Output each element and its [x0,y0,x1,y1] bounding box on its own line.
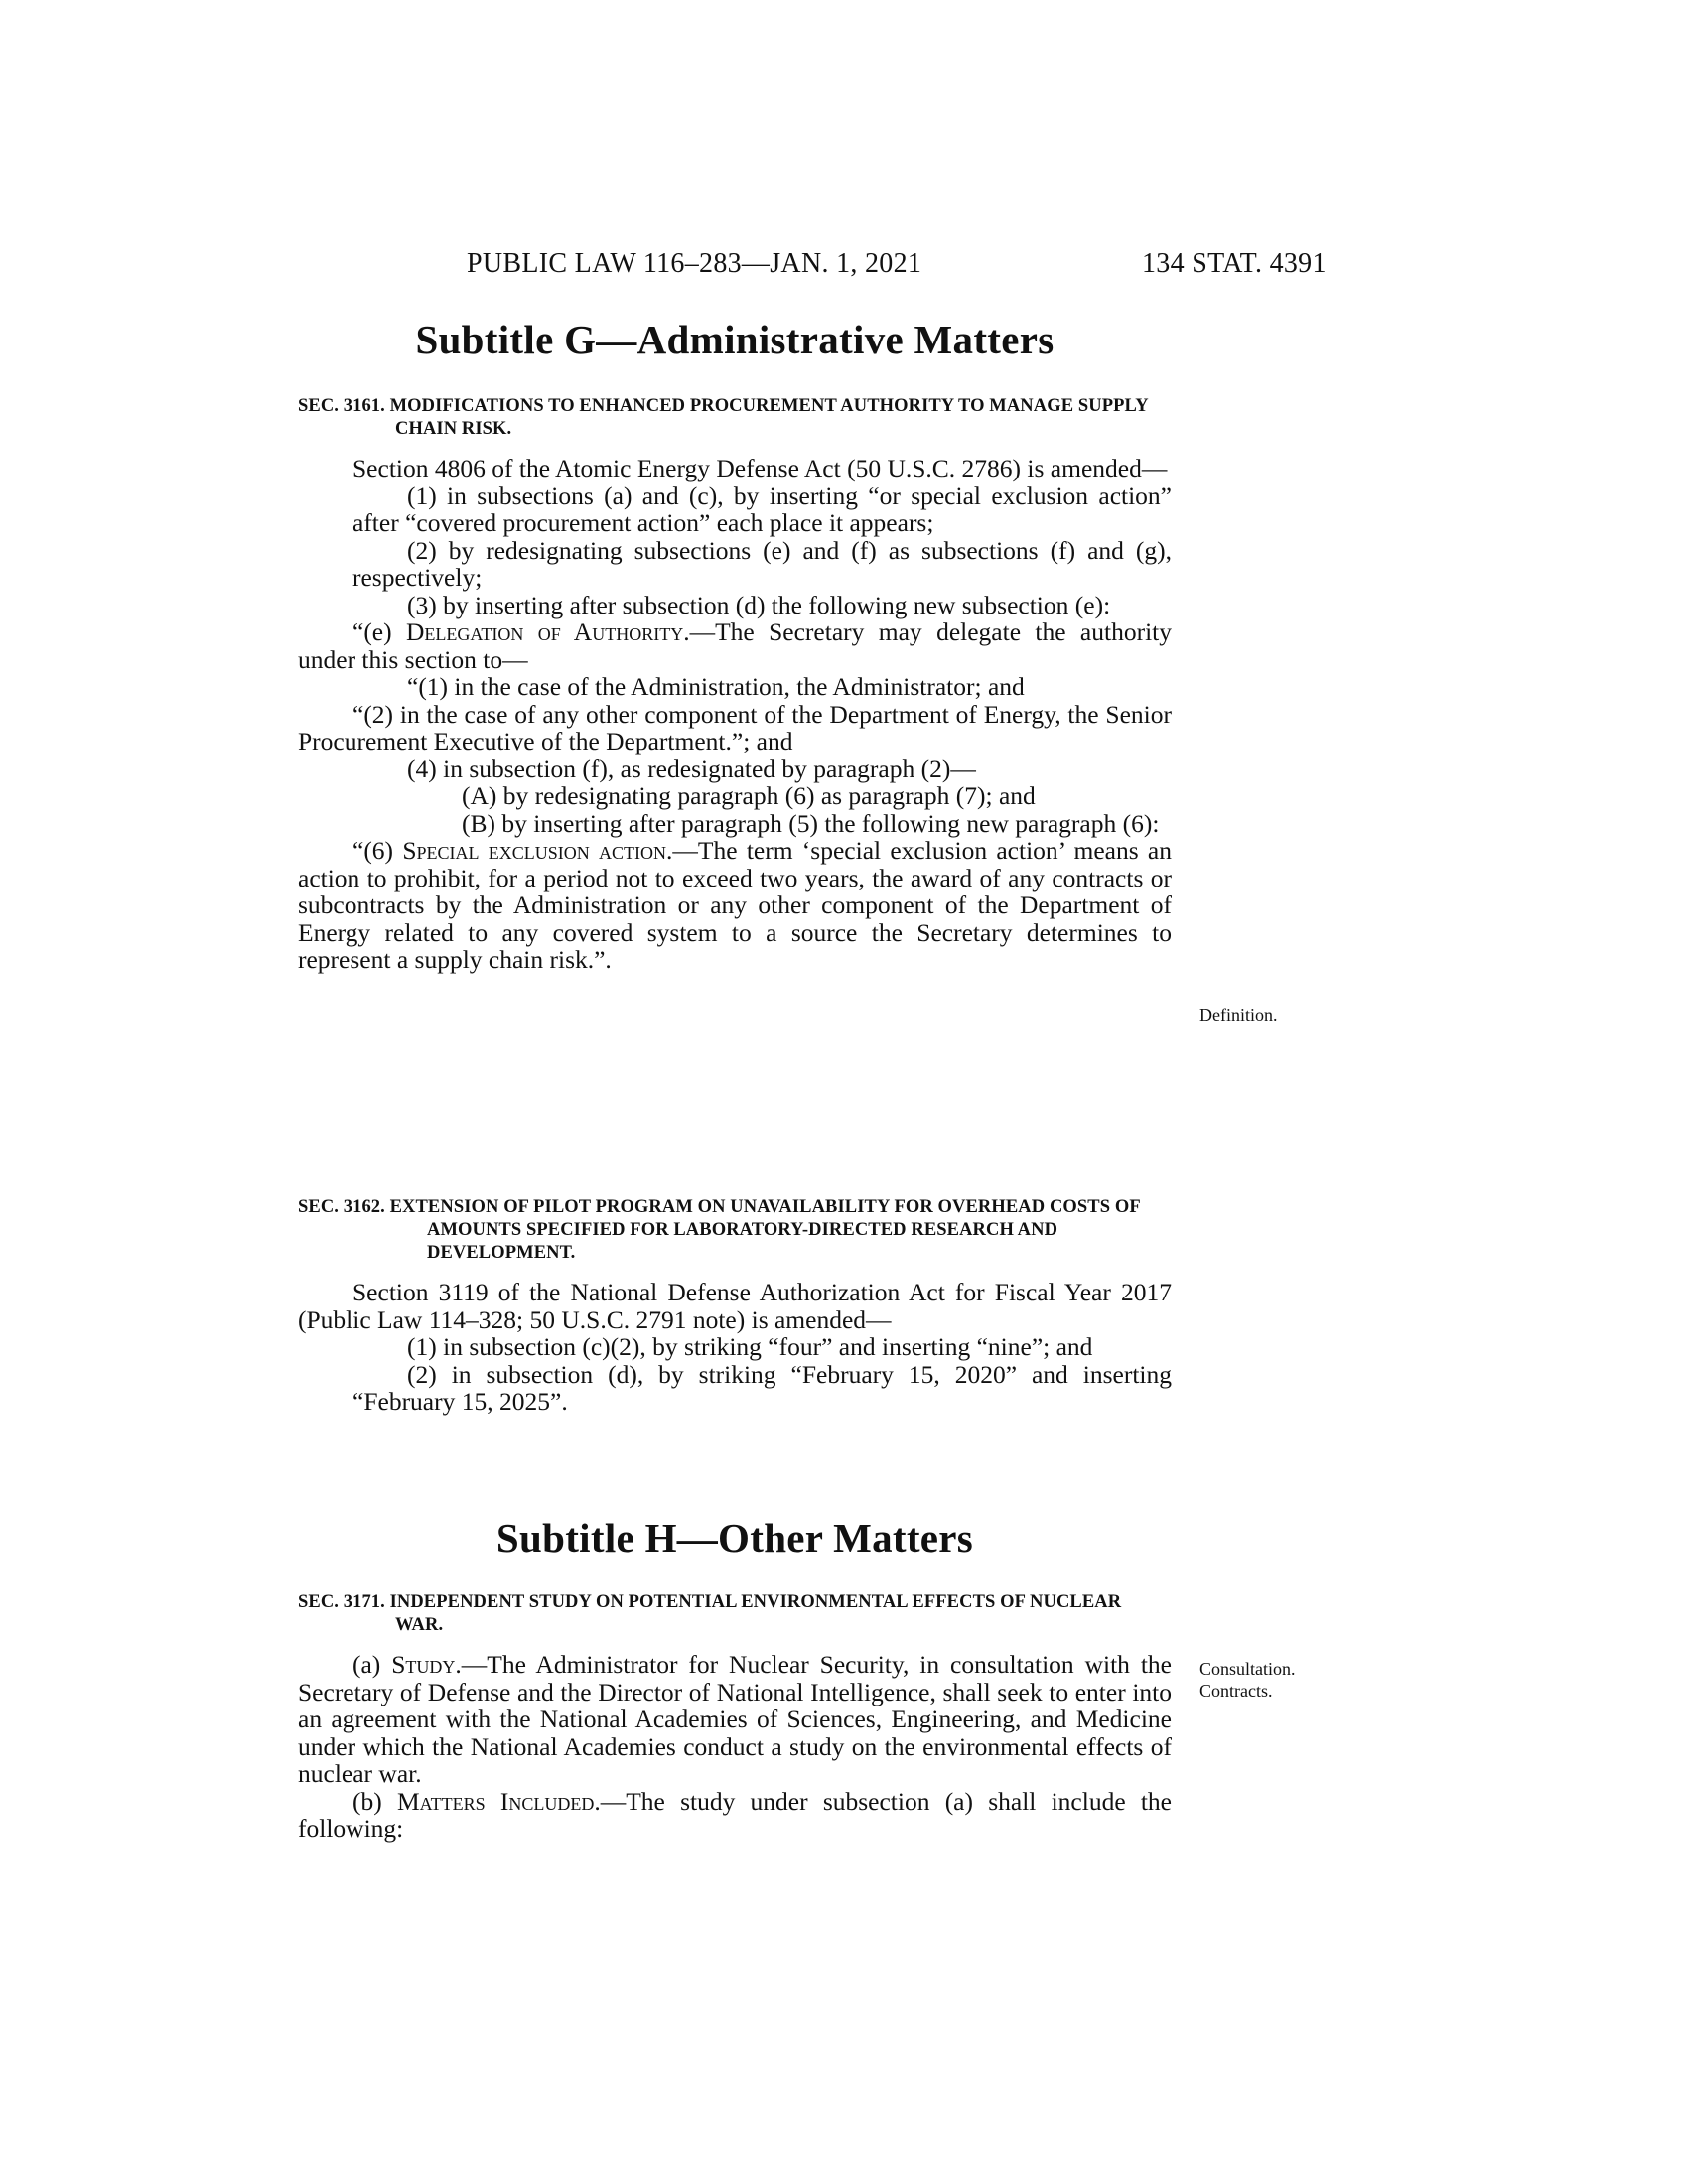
sec-3171-block [298,1591,1172,1843]
sec-3171-heading: SEC. 3171. INDEPENDENT STUDY ON POTENTIAL ENVIRONMENTAL EFFECTS OF NUCLEAR WAR. [298,1592,1122,1635]
sec-3162-item-1: (1) in subsection (c)(2), by striking “four” and inserting “nine”; and [407,1332,1093,1361]
sec-3162-heading: SEC. 3162. EXTENSION OF PILOT PROGRAM ON UNAVAILABILITY FOR OVERHEAD COSTS OF AMOUNTS SPECIFIED FOR LABORATORY-DIRECTED RESEARCH AND DEVELOPMENT. [298,1197,1141,1263]
margin-note-consultation: Consultation. [1199,1659,1296,1679]
sec-3161-subsection-e-2: “(2) in the case of any other component of the Department of Energy, the Senior Procurement Executive of the Department.”; and [298,699,1172,755]
paragraph-6-prefix: “(6) [352,836,403,865]
sec-3162-block [298,1196,1172,1416]
sec-3171-subsection-b [298,1788,1172,1843]
sec-3171-subsection-a [298,1651,1172,1788]
running-head: PUBLIC LAW 116–283—JAN. 1, 2021 [467,248,922,279]
sec-3161-item-4b: (B) by inserting after paragraph (5) the following new paragraph (6): [462,808,1160,838]
sec-3161-heading: SEC. 3161. MODIFICATIONS TO ENHANCED PROCUREMENT AUTHORITY TO MANAGE SUPPLY CHAIN RISK. [298,396,1149,439]
margin-note-contracts: Contracts. [1199,1681,1273,1701]
sec-3161-block [298,395,1172,974]
subsection-a-label: Study [391,1650,456,1679]
sec-3161-item-1: (1) in subsections (a) and (c), by inserting “or special exclusion action” after “covered procurement action” each place it appears; [352,480,1172,537]
sec-3162-intro: Section 3119 of the National Defense Authorization Act for Fiscal Year 2017 (Public Law 114–328; 50 U.S.C. 2791 note) is amended— [298,1278,1172,1334]
sec-3161-subsection-e [298,618,1172,673]
subsection-b-label: Matters Included [396,1786,595,1816]
sec-3161-item-4: (4) in subsection (f), as redesignated by paragraph (2)— [407,753,976,783]
subtitle-g-title: Subtitle G—Administrative Matters [415,317,1055,362]
margin-note-definition: Definition. [1199,1005,1278,1024]
sec-3161-item-2: (2) by redesignating subsections (e) and (f) as subsections (f) and (g), respectively; [352,535,1172,592]
subsection-a-prefix: (a) [352,1650,392,1679]
sec-3161-subsection-e-1: “(1) in the case of the Administration, the Administrator; and [407,672,1025,701]
subsection-e-text: .—The Secretary may delegate the authority under this section to— [298,617,1172,674]
sec-3162-item-2: (2) in subsection (d), by striking “February 15, 2020” and inserting “February 15, 2025”. [352,1359,1172,1416]
sec-3161-paragraph-6 [298,837,1172,974]
subsection-b-prefix: (b) [352,1786,397,1816]
sec-3161-item-4a: (A) by redesignating paragraph (6) as paragraph (7); and [462,781,1036,810]
subtitle-h-block [298,1514,1172,1562]
subsection-e-prefix: “(e) [352,617,407,646]
sec-3161-intro: Section 4806 of the Atomic Energy Defense Act (50 U.S.C. 2786) is amended— [352,454,1168,482]
page-number: 134 STAT. 4391 [1142,248,1327,279]
paragraph-6-text: .—The term ‘special exclusion action’ means an action to prohibit, for a period not to exceed two years, the award of any contracts or subcontracts by the Administration or any other component of the Department of Energy related to any covered system to a source the Secretary determines to represent a supply chain risk.”. [298,836,1172,974]
subsection-b-text: .—The study under subsection (a) shall include the following: [298,1786,1173,1843]
subtitle-g-block [298,316,1172,363]
sec-3161-item-3: (3) by inserting after subsection (d) the following new subsection (e): [407,590,1111,619]
subsection-a-text: .—The Administrator for Nuclear Security, in consultation with the Secretary of Defense and the Director of National Intelligence, shall seek to enter into an agreement with the National Academies of Sciences, Engineering, and Medicine under which the National Academies conduct a study on the environmental effects of nuclear war. [298,1650,1172,1788]
paragraph-6-label: Special exclusion action [402,836,667,865]
subtitle-h-title: Subtitle H—Other Matters [495,1515,974,1561]
subsection-e-label: Delegation of Authority [406,617,684,646]
